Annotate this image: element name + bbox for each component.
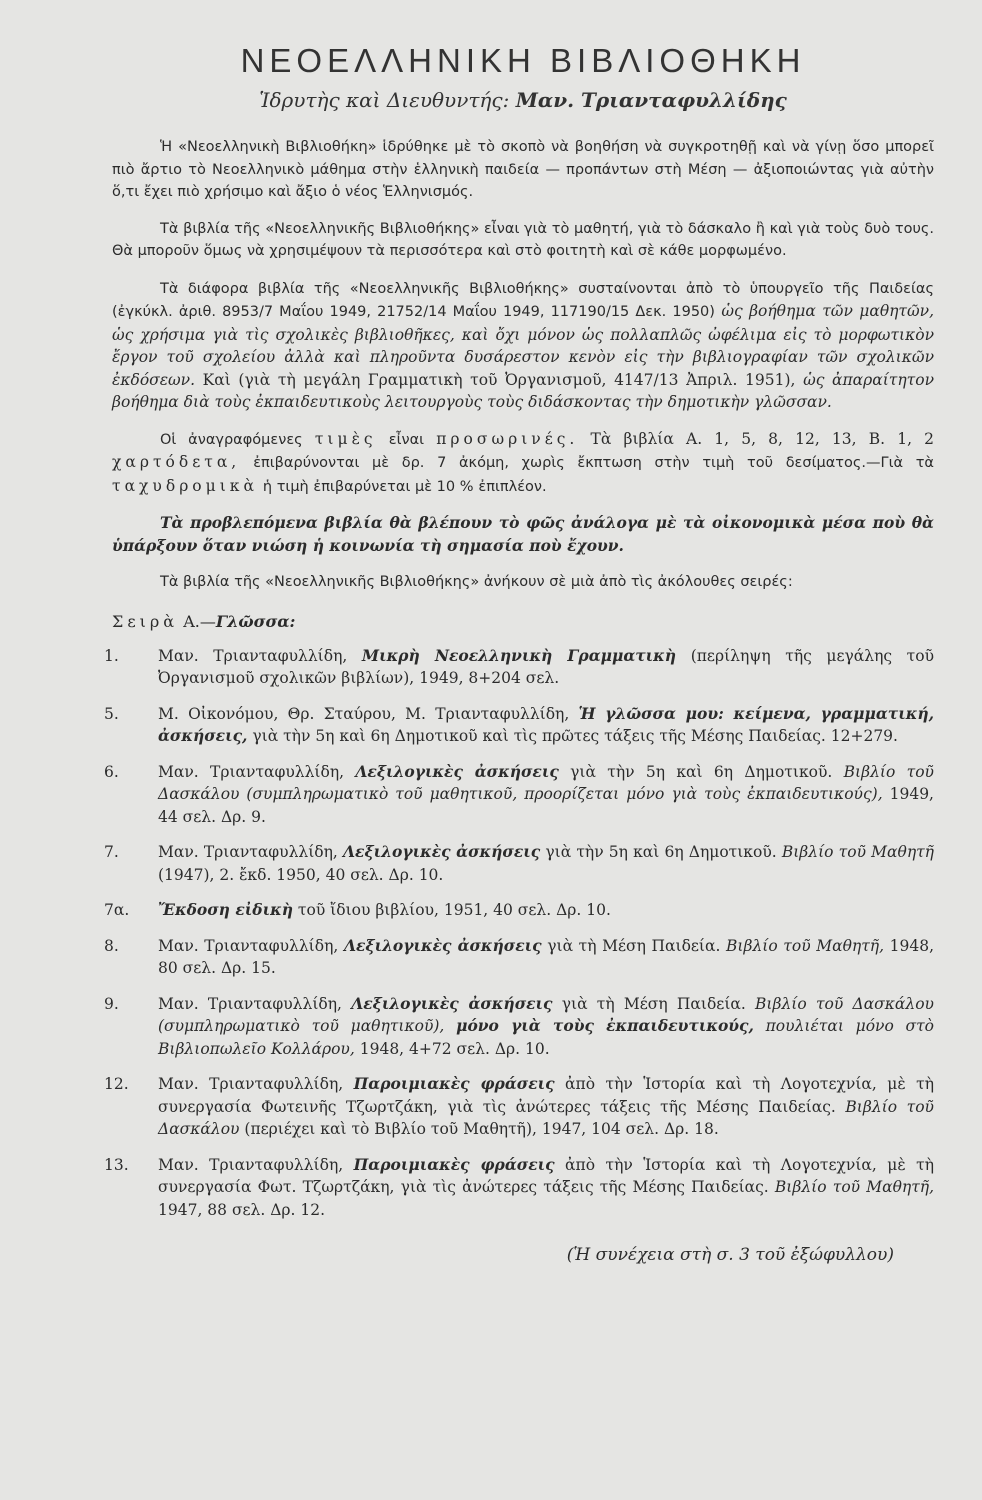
book-item — [104, 899, 934, 922]
p4-part-i: ἡ τιμὴ ἐπιβαρύνεται μὲ 10 % — [262, 478, 474, 495]
book-number: 9. — [104, 994, 119, 1013]
book-number: 7. — [104, 843, 119, 861]
book-number: 5. — [104, 704, 119, 723]
book-item — [104, 645, 934, 690]
intro-paragraph-2: Τὰ βιβλία τῆς «Νεοελληνικῆς Βιβλιοθήκης» εἶναι γιὰ τὸ μαθητή, γιὰ τὸ δάσκαλο ἢ καὶ γιὰ τοὺς δυὸ τους. Θὰ μποροῦν ὅμως νὰ χρησιμέψουν τὰ περισσότερα καὶ στὸ φοιτητὴ καὶ σὲ κάθε μορφωμένο. — [112, 220, 934, 259]
p4-part-j: ἐπιπλέον. — [478, 478, 547, 495]
p4-part-d: προσωρινές. — [436, 429, 579, 448]
book-details: γιὰ τὴν 5η καὶ 6η Δημοτικοῦ. — [545, 843, 777, 861]
book-item — [104, 935, 934, 980]
book-edition: Βιβλίο τοῦ Μαθητῆ — [781, 843, 934, 861]
book-details: γιὰ τὴν 5η καὶ 6η Δημοτικοῦ καὶ τὶς πρῶτες τάξεις τῆς Μέσης Παιδείας. 12+279. — [252, 727, 898, 745]
p4-part-c: εἶναι — [388, 431, 425, 448]
founder-line — [112, 88, 934, 112]
p4-part-b: τιμὲς — [314, 429, 377, 448]
book-item — [104, 703, 934, 748]
book-item — [104, 1073, 934, 1141]
book-author: Μαν. Τριανταφυλλίδη, — [158, 762, 345, 781]
book-author: Μαν. Τριανταφυλλίδη, — [158, 936, 339, 955]
book-pub-info: 1947, 88 σελ. Δρ. 12. — [158, 1200, 326, 1219]
book-item — [104, 761, 934, 829]
intro-paragraph-5: Τὰ προβλεπόμενα βιβλία θὰ βλέπουν τὸ φῶς ἀνάλογα μὲ τὰ οἰκονομικὰ μέσα ποὺ θὰ ὑπάρξουν ὅταν νιώση ἡ κοινωνία τὴ σημασία ποὺ ἔχουν. — [112, 513, 934, 555]
book-author: Μαν. Τριανταφυλλίδη, — [158, 843, 338, 861]
intro-paragraph-1: Ἡ «Νεοελληνικὴ Βιβλιοθήκη» ἱδρύθηκε μὲ τὸ σκοπὸ νὰ βοηθήση νὰ συγκροτηθῇ καὶ νὰ γίνῃ ὅσο μπορεῖ πιὸ ἄρτιο τὸ Νεοελληνικὸ μάθημα στὴν ἑλληνικὴ παιδεία — προπάντων στὴ Μέση — ἀξιοποιώντας γιὰ αὐτὴν ὅ,τι ἔχει πιὸ χρήσιμο καὶ ἄξιο ὁ νέος Ἑλληνισμός. — [112, 139, 934, 200]
book-author: Μ. Οἰκονόμου, Θρ. Σταύρου, Μ. Τριανταφυλλίδη, — [158, 704, 570, 723]
p4-part-g: ἐπιβαρύνονται μὲ δρ. 7 ἀκόμη, χωρὶς ἔκπτωση στὴν τιμὴ τοῦ δεσίματος.—Γιὰ τὰ — [253, 455, 934, 471]
series-heading — [112, 612, 934, 631]
book-author: Μαν. Τριανταφυλλίδη, — [158, 1075, 344, 1093]
book-edition: Βιβλίο τοῦ Δασκάλου (συμπληρωματικὸ τοῦ μαθητικοῦ), — [158, 994, 934, 1035]
p4-part-h: ταχυδρομικὰ — [112, 476, 258, 495]
book-item — [104, 993, 935, 1061]
p4-part-a: Οἱ ἀναγραφόμενες — [160, 431, 303, 448]
p4-part-e: Τὰ βιβλία Α. 1, 5, 8, 12, 13, Β. 1, 2 — [590, 429, 935, 448]
book-details: ἀπὸ τὴν Ἱστορία καὶ τὴ Λογοτεχνία, μὲ τὴ συνεργασία Φωτεινῆς Τζωρτζάκη, γιὰ τὶς ἀνώτερες τάξεις τῆς Μέσης Παιδείας. — [158, 1075, 934, 1116]
book-title: Μικρὴ Νεοελληνικὴ Γραμματικὴ — [361, 645, 677, 665]
book-item — [104, 1154, 935, 1222]
book-author: Μαν. Τριανταφυλλίδη, — [158, 646, 348, 665]
book-title: Λεξιλογικὲς ἀσκήσεις — [351, 993, 553, 1013]
book-pub-info: (1947), 2. ἔκδ. 1950, 40 σελ. Δρ. 10. — [158, 865, 444, 884]
book-number: 1. — [104, 646, 119, 665]
founder-name: Μαν. Τριανταφυλλίδης — [515, 88, 787, 112]
book-title: Ἡ γλῶσσα μου: κείμενα, γραμματική, ἀσκήσεις, — [158, 703, 934, 745]
page-title: ΝΕΟΕΛΛΗΝΙΚΗ ΒΙΒΛΙΟΘΗΚΗ — [240, 42, 806, 79]
series-label: Σειρὰ — [112, 611, 179, 631]
book-pub-info: 1948, 4+72 σελ. Δρ. 10. — [359, 1039, 550, 1058]
book-details: (περίληψη τῆς μεγάλης τοῦ Ὀργανισμοῦ σχολικῶν βιβλίων), 1949, 8+204 σελ. — [158, 646, 934, 687]
p4-part-f: χαρτόδετα, — [112, 453, 241, 471]
book-details: γιὰ τὴ Μέση Παιδεία. — [561, 994, 746, 1013]
p3-part-d: ὡς ἀπαραίτητον βοήθημα διὰ τοὺς ἐκπαιδευτικοὺς λειτουργοὺς τοὺς διδάσκοντας τὴν δημοτικὴν γλῶσσαν. — [112, 370, 934, 411]
book-details: τοῦ ἴδιου βιβλίου, 1951, 40 σελ. Δρ. 10. — [297, 901, 611, 919]
p3-part-a: Τὰ διάφορα βιβλία τῆς «Νεοελληνικῆς Βιβλιοθήκης» συσταίνονται ἀπὸ τὸ ὑπουργεῖο τῆς Παιδείας (ἐγκύκλ. ἀριθ. 8953/7 Μαΐου 1949, 21752/14 Μαΐου 1949, 117190/15 Δεκ. 1950) — [112, 280, 934, 320]
book-item — [104, 841, 934, 886]
book-title: Ἔκδοση εἰδικὴ — [158, 900, 293, 919]
founder-label: Ἱδρυτὴς καὶ Διευθυντής: — [259, 88, 510, 112]
book-details: γιὰ τὴν 5η καὶ 6η Δημοτικοῦ. — [570, 762, 833, 781]
series-name: Γλῶσσα: — [215, 611, 296, 631]
book-edition: Βιβλίο τοῦ Μαθητῆ, — [726, 936, 884, 955]
book-author: Μαν. Τριανταφυλλίδη, — [158, 994, 342, 1013]
intro-paragraph-3 — [112, 277, 934, 414]
book-edition: Βιβλίο τοῦ Δασκάλου — [158, 1097, 934, 1138]
p3-part-c: Καὶ (γιὰ τὴ μεγάλη Γραμματικὴ τοῦ Ὀργανισμοῦ, 4147/13 Ἀπριλ. 1951), — [202, 370, 796, 389]
continuation-note: (Ἡ συνέχεια στὴ σ. 3 τοῦ ἐξώφυλλου) — [566, 1245, 894, 1265]
book-title: Λεξιλογικὲς ἀσκήσεις — [355, 761, 559, 781]
p3-part-b: ὡς βοήθημα τῶν μαθητῶν, ὡς χρήσιμα γιὰ τὶς σχολικὲς βιβλιοθῆκες, καὶ ὄχι μόνον ὡς πολλαπλῶς ὠφέλιμα εἰς τὸ μορφωτικὸν ἔργον τοῦ σχολείου ἀλλὰ καὶ πληροῦντα δυσάρεστον κενὸν εἰς τὴν βιβλιογραφίαν τῶν σχολικῶν ἐκδόσεων. — [112, 302, 935, 389]
text-column — [104, 42, 935, 1265]
book-edition: Βιβλίο τοῦ Δασκάλου (συμπληρωματικὸ τοῦ μαθητικοῦ, προορίζεται μόνο γιὰ τοὺς ἐκπαιδευτικούς), — [158, 762, 934, 803]
book-number: 13. — [104, 1155, 129, 1174]
book-pub-info: (περιέχει καὶ τὸ Βιβλίο τοῦ Μαθητῆ), 1947, 104 σελ. Δρ. 18. — [244, 1120, 719, 1138]
intro-paragraph-6: Τὰ βιβλία τῆς «Νεοελληνικῆς Βιβλιοθήκης» ἀνήκουν σὲ μιὰ ἀπὸ τὶς ἀκόλουθες σειρές: — [160, 574, 793, 590]
book-details: ἀπὸ τὴν Ἱστορία καὶ τὴ Λογοτεχνία, μὲ τὴ συνεργασία Φωτ. Τζωρτζάκη, γιὰ τὶς ἀνώτερες τάξεις τῆς Μέσης Παιδείας. — [158, 1155, 934, 1196]
book-edition: Βιβλίο τοῦ Μαθητῆ, — [774, 1178, 935, 1196]
intro-paragraph-4 — [112, 428, 934, 499]
book-list — [104, 645, 935, 1222]
book-title: Λεξιλογικὲς ἀσκήσεις — [343, 935, 542, 955]
book-author: Μαν. Τριανταφυλλίδη, — [158, 1155, 344, 1174]
book-number: 12. — [104, 1075, 129, 1093]
book-number: 8. — [104, 936, 119, 955]
book-details: γιὰ τὴ Μέση Παιδεία. — [547, 936, 721, 955]
book-title: Λεξιλογικὲς ἀσκήσεις — [343, 842, 541, 861]
book-seller: πουλιέται μόνο στὸ Βιβλιοπωλεῖο Κολλάρου, — [158, 1017, 935, 1058]
book-pub-info: 1948, 80 σελ. Δρ. 15. — [158, 936, 934, 977]
series-code: Α.— — [183, 611, 216, 631]
book-title: Παροιμιακὲς φράσεις — [353, 1074, 555, 1093]
book-number: 7α. — [104, 901, 130, 919]
book-note: μόνο γιὰ τοὺς ἐκπαιδευτικούς, — [456, 1016, 754, 1035]
book-title: Παροιμιακὲς φράσεις — [353, 1154, 555, 1174]
book-number: 6. — [104, 762, 119, 781]
book-pub-info: 1949, 44 σελ. Δρ. 9. — [158, 785, 934, 826]
